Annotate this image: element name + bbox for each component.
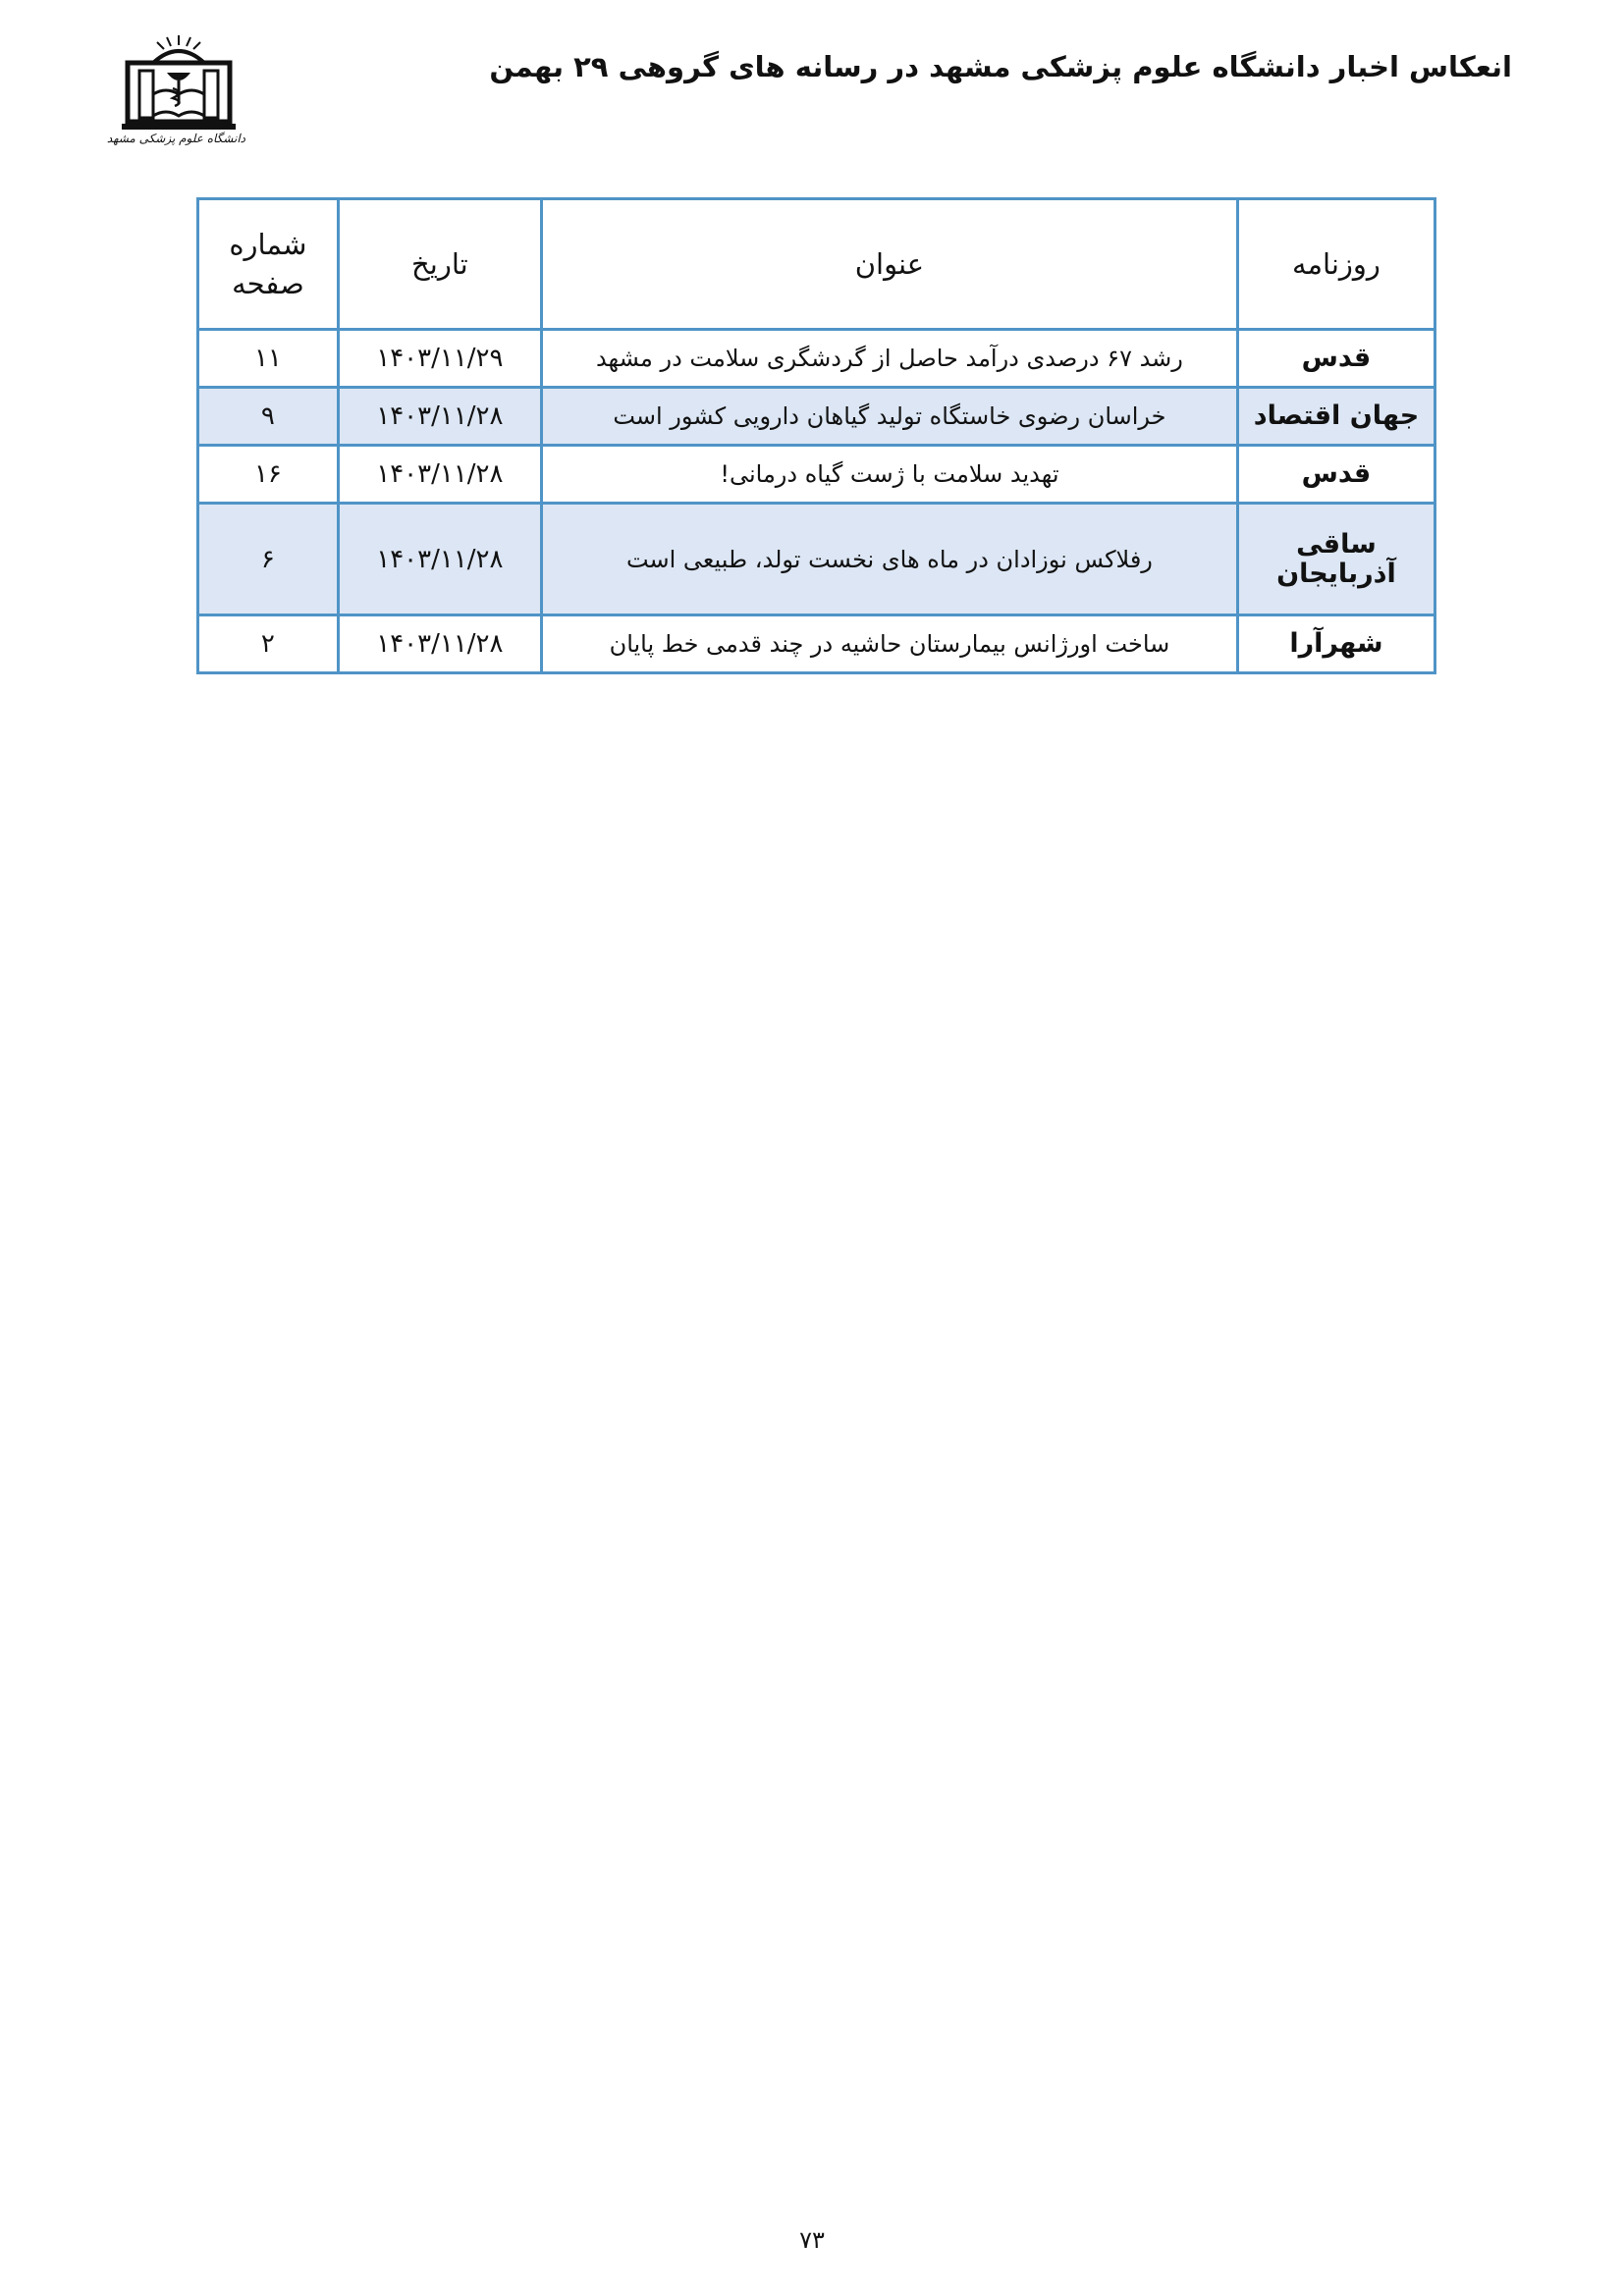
header-page-line1: شماره (229, 228, 307, 261)
newspaper-cell (1237, 504, 1435, 615)
header-page (198, 199, 339, 330)
date-cell: ۱۴۰۳/۱۱/۲۸ (338, 615, 541, 673)
page-cell: ۶ (198, 504, 339, 615)
header-page-line2: صفحه (232, 267, 304, 300)
newspaper-cell: قدس (1237, 330, 1435, 388)
date-cell: ۱۴۰۳/۱۱/۲۹ (338, 330, 541, 388)
title-cell: ساخت اورژانس بیمارستان حاشیه در چند قدمی خط پایان (541, 615, 1237, 673)
newspaper-cell: جهان اقتصاد (1237, 388, 1435, 446)
date-cell: ۱۴۰۳/۱۱/۲۸ (338, 446, 541, 504)
news-table (196, 197, 1436, 674)
page-cell: ۲ (198, 615, 339, 673)
title-cell: رشد ۶۷ درصدی درآمد حاصل از گردشگری سلامت در مشهد (541, 330, 1237, 388)
date-cell: ۱۴۰۳/۱۱/۲۸ (338, 504, 541, 615)
date-cell: ۱۴۰۳/۱۱/۲۸ (338, 388, 541, 446)
title-cell: تهدید سلامت با ژست گیاه درمانی! (541, 446, 1237, 504)
header-title: عنوان (541, 199, 1237, 330)
page-title: انعکاس اخبار دانشگاه علوم پزشکی مشهد در رسانه های گروهی ۲۹ بهمن (489, 50, 1512, 83)
table-row (198, 446, 1435, 504)
table-row (198, 615, 1435, 673)
title-cell: رفلاکس نوزادان در ماه های نخست تولد، طبیعی است (541, 504, 1237, 615)
title-cell: خراسان رضوی خاستگاه تولید گیاهان دارویی کشور است (541, 388, 1237, 446)
newspaper-line1: ساقی (1296, 528, 1377, 560)
table-row (198, 330, 1435, 388)
newspaper-cell: شهرآرا (1237, 615, 1435, 673)
header-date: تاریخ (338, 199, 541, 330)
newspaper-cell: قدس (1237, 446, 1435, 504)
page-cell: ۱۱ (198, 330, 339, 388)
table-row (198, 504, 1435, 615)
page-cell: ۱۶ (198, 446, 339, 504)
newspaper-line2: آذربایجان (1276, 558, 1396, 589)
page-number: ۷۳ (799, 2226, 825, 2254)
university-emblem-icon (106, 33, 245, 167)
header-newspaper: روزنامه (1237, 199, 1435, 330)
table-row (198, 388, 1435, 446)
logo-caption: دانشگاه علوم پزشکی مشهد (106, 132, 245, 145)
page-cell: ۹ (198, 388, 339, 446)
table-header-row (198, 199, 1435, 330)
